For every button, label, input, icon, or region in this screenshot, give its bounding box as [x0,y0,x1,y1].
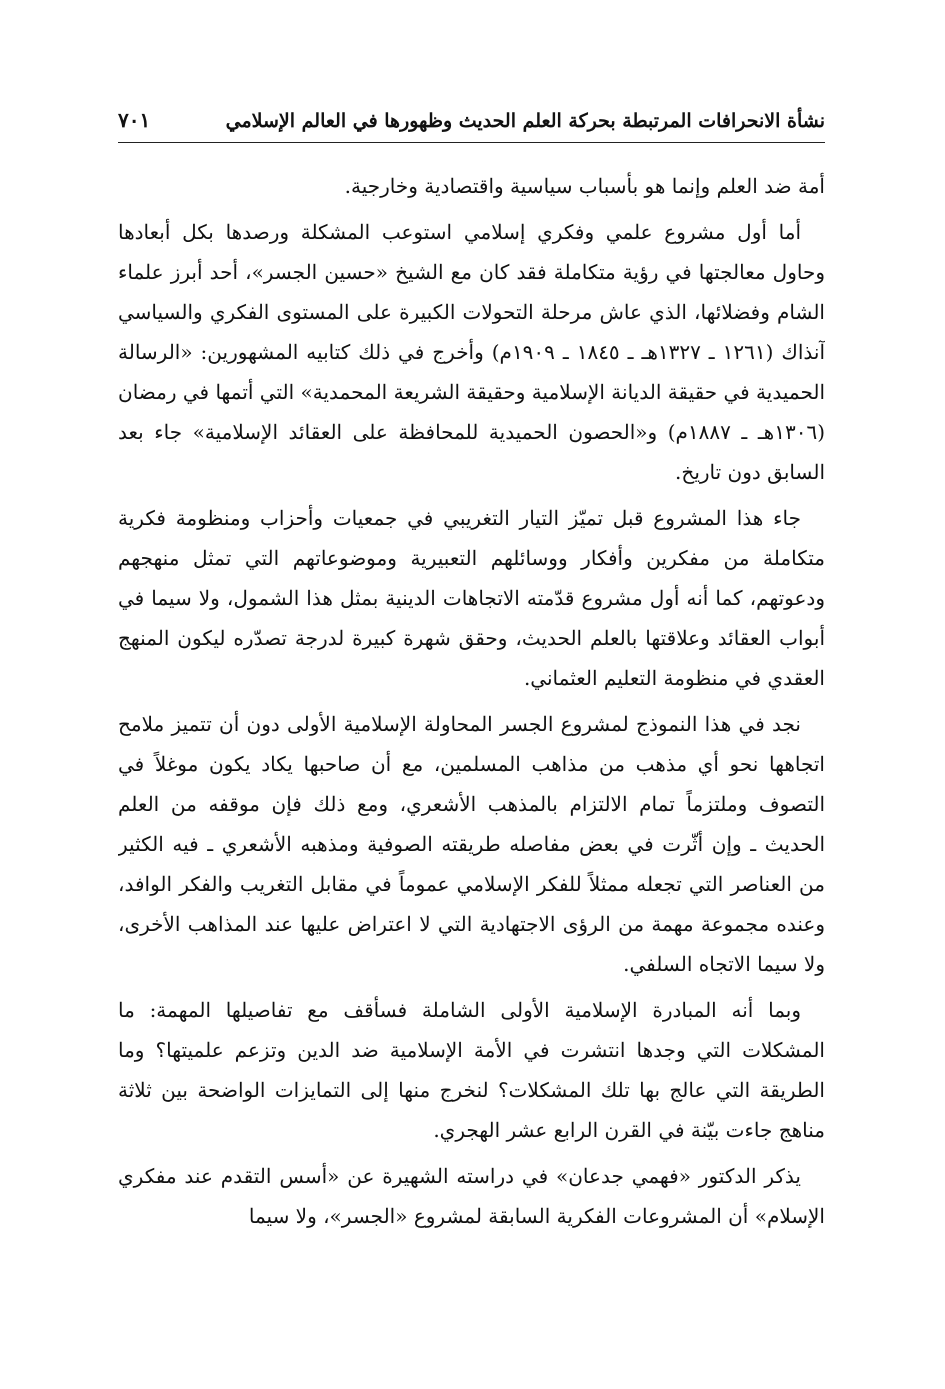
header-title: نشأة الانحرافات المرتبطة بحركة العلم الحديث وظهورها في العالم الإسلامي [225,110,825,132]
running-header [118,92,825,132]
paragraph: وبما أنه المبادرة الإسلامية الأولى الشاملة فسأقف مع تفاصيلها المهمة: ما المشكلات التي وجدها انتشرت في الأمة الإسلامية ضد الدين وتزعم علميتها؟ وما الطريقة التي عالج بها تلك المشكلات؟ لنخرج منها إلى التمايزات الواضحة بين ثلاثة مناهج جاءت بيّنة في القرن الرابع عشر الهجري. [118,998,825,1142]
paragraph: نجد في هذا النموذج لمشروع الجسر المحاولة الإسلامية الأولى دون أن تتميز ملامح اتجاهها نحو أي مذهب من مذاهب المسلمين، مع أن صاحبها يكاد يكون موغلاً في التصوف وملتزماً تمام الالتزام بالمذهب الأشعري، ومع ذلك فإن موقفه من العلم الحديث ـ وإن أثّرت في بعض مفاصله طريقته الصوفية ومذهبه الأشعري ـ فيه الكثير من العناصر التي تجعله ممثلاً للفكر الإسلامي عموماً في مقابل التغريب والفكر الوافد، وعنده مجموعة مهمة من الرؤى الاجتهادية التي لا اعتراض عليها عند المذاهب الأخرى، ولا سيما الاتجاه السلفي. [118,712,825,976]
header-divider [118,142,825,143]
paragraph: أمة ضد العلم وإنما هو بأسباب سياسية واقتصادية وخارجية. [344,174,825,198]
page-number: ٧٠١ [118,108,151,132]
body-text [118,166,825,1356]
paragraph: جاء هذا المشروع قبل تميّز التيار التغريبي في جمعيات وأحزاب ومنظومة فكرية متكاملة من مفكرين وأفكار ووسائلهم التعبيرية وموضوعاتهم التي تمثل منهجهم ودعوتهم، كما أنه أول مشروع قدّمته الاتجاهات الدينية بمثل هذا الشمول، ولا سيما في أبواب العقائد وعلاقتها بالعلم الحديث، وحقق شهرة كبيرة لدرجة تصدّره ليكون المنهج العقدي في منظومة التعليم العثماني. [118,506,825,690]
paragraph: يذكر الدكتور «فهمي جدعان» في دراسته الشهيرة عن «أسس التقدم عند مفكري الإسلام» أن المشروعات الفكرية السابقة لمشروع «الجسر»، ولا سيما [118,1164,825,1228]
paragraph: أما أول مشروع علمي وفكري إسلامي استوعب المشكلة ورصدها بكل أبعادها وحاول معالجتها في رؤية متكاملة فقد كان مع الشيخ «حسين الجسر»، أحد أبرز علماء الشام وفضلائها، الذي عاش مرحلة التحولات الكبيرة على المستوى الفكري والسياسي آنذاك (١٢٦١ ـ ١٣٢٧هـ ـ ١٨٤٥ ـ ١٩٠٩م) وأخرج في ذلك كتابيه المشهورين: «الرسالة الحميدية في حقيقة الديانة الإسلامية وحقيقة الشريعة المحمدية» التي أتمها في رمضان (١٣٠٦هـ ـ ١٨٨٧م) و«الحصون الحميدية للمحافظة على العقائد الإسلامية» جاء بعد السابق دون تاريخ. [118,220,825,484]
